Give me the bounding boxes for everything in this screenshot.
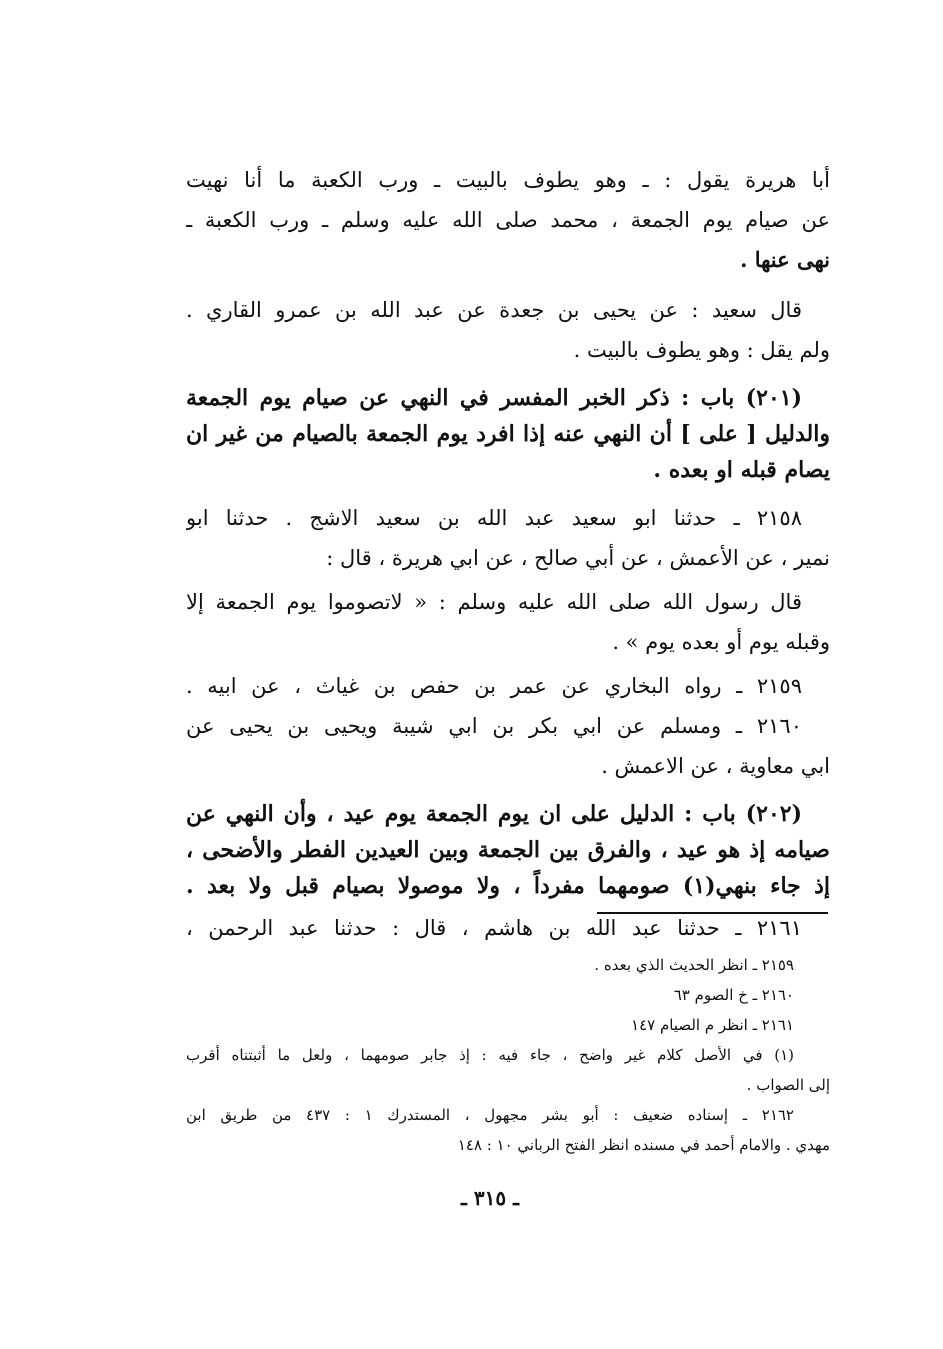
hadith-2159 <box>186 666 830 706</box>
footnote-2162: ٢١٦٢ ـ إسناده ضعيف : أبو بشر مجهول ، المستدرك ١ : ٤٣٧ من طريق ابن <box>186 1106 794 1124</box>
text-line: ٢١٥٩ ـ رواه البخاري عن عمر بن حفص بن غياث ، عن ابيه . <box>186 674 802 698</box>
footnote-2162-cont: مهدي . والامام أحمد في مسنده انظر الفتح الرباني ١٠ : ١٤٨ <box>457 1136 830 1154</box>
text-line: عن صيام يوم الجمعة ، محمد صلى الله عليه وسلم ـ ورب الكعبة ـ <box>186 208 830 232</box>
heading-line: (٢٠٢) باب : الدليل على ان يوم الجمعة يوم عيد ، وأن النهي عن <box>186 801 802 827</box>
text-line: ٢١٦٠ ـ ومسلم عن ابي بكر بن ابي شيبة ويحيى بن يحيى عن <box>186 714 802 738</box>
hadith-2161 <box>186 908 830 948</box>
text-line: ٢١٥٨ ـ حدثنا ابو سعيد عبد الله بن سعيد الاشج . حدثنا ابو <box>186 506 802 530</box>
footnotes <box>186 950 830 1160</box>
paragraph-2 <box>186 290 830 370</box>
footnote-1: (١) في الأصل كلام غير واضح ، جاء فيه : إذ جابر صومهما ، ولعل ما أثبتناه أقرب <box>186 1046 794 1064</box>
text-line: وقبله يوم أو بعده يوم » . <box>612 630 830 654</box>
footnote-separator <box>597 912 828 914</box>
footnote-2160: ٢١٦٠ ـ خ الصوم ٦٣ <box>673 986 794 1004</box>
heading-line: إذ جاء بنهي(١) صومهما مفرداً ، ولا موصولا بصيام قبل ولا بعد . <box>186 873 830 899</box>
footnote-2161: ٢١٦١ ـ انظر م الصيام ١٤٧ <box>631 1016 794 1034</box>
footnote-2159: ٢١٥٩ ـ انظر الحديث الذي بعده . <box>594 956 794 974</box>
heading-line: (٢٠١) باب : ذكر الخبر المفسر في النهي عن صيام يوم الجمعة <box>186 385 802 411</box>
hadith-2158 <box>186 498 830 578</box>
heading-line: صيامه إذ هو عيد ، والفرق بين الجمعة وبين العيدين الفطر والأضحى ، <box>186 837 830 863</box>
main-text <box>186 160 830 948</box>
chapter-heading-202 <box>186 796 830 904</box>
text-line: ابي معاوية ، عن الاعمش . <box>601 754 830 778</box>
footnote-1-cont: إلى الصواب . <box>746 1076 830 1094</box>
heading-line: يصام قبله او بعده . <box>653 457 830 483</box>
text-line: ولم يقل : وهو يطوف بالبيت . <box>573 338 830 362</box>
text-line: ٢١٦١ ـ حدثنا عبد الله بن هاشم ، قال : حدثنا عبد الرحمن ، <box>186 916 802 940</box>
text-line: أبا هريرة يقول : ـ وهو يطوف بالبيت ـ ورب الكعبة ما أنا نهيت <box>186 168 830 192</box>
chapter-heading-201 <box>186 380 830 488</box>
prophet-quote <box>186 582 830 662</box>
heading-line: والدليل [ على ] أن النهي عنه إذا افرد يوم الجمعة بالصيام من غير ان <box>186 421 830 447</box>
text-line: نمير ، عن الأعمش ، عن أبي صالح ، عن ابي هريرة ، قال : <box>326 546 830 570</box>
text-line: قال سعيد : عن يحيى بن جعدة عن عبد الله بن عمرو القاري . <box>186 298 802 322</box>
hadith-2160 <box>186 706 830 786</box>
paragraph-1 <box>186 160 830 280</box>
text-line: قال رسول الله صلى الله عليه وسلم : « لاتصوموا يوم الجمعة إلا <box>186 590 802 614</box>
text-line: نهى عنها . <box>740 247 830 272</box>
page-number: ـ ٣١٥ ـ <box>461 1186 519 1210</box>
